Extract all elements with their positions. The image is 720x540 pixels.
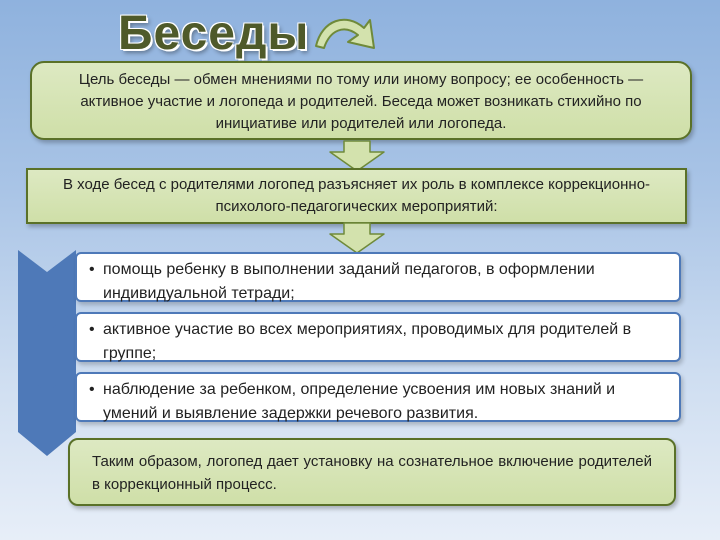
goal-text: Цель беседы — обмен мнениями по тому или иному вопросу; ее особенность — активное участие и логопеда и родителей. Беседа может возникать стихийно по инициативе или родителей или логопеда. — [78, 71, 644, 132]
curved-arrow-icon — [312, 6, 382, 54]
list-item — [75, 312, 681, 362]
bullet: • — [89, 381, 95, 398]
explain-text: В ходе бесед с родителями логопед разъясняет их роль в комплексе коррекционно-психолого-педагогических мероприятий: — [62, 176, 651, 215]
down-arrow-icon — [328, 222, 386, 254]
goal-box — [30, 61, 692, 140]
list-item — [75, 372, 681, 422]
bullet: • — [89, 261, 95, 278]
conclusion-text: Таким образом, логопед дает установку на сознательное включение родителей в коррекционный процесс. — [92, 453, 652, 493]
conclusion-box — [68, 438, 676, 506]
slide-title: Беседы — [118, 7, 310, 60]
list-item-label: активное участие во всех мероприятиях, проводимых для родителей в группе; — [103, 321, 632, 362]
explain-box — [26, 168, 687, 224]
bullet: • — [89, 321, 95, 338]
list-item-label: наблюдение за ребенком, определение усвоения им новых знаний и умений и выявление задержки речевого развития. — [103, 381, 616, 422]
list-item-label: помощь ребенку в выполнении заданий педагогов, в оформлении индивидуальной тетради; — [103, 261, 595, 302]
list-item — [75, 252, 681, 302]
